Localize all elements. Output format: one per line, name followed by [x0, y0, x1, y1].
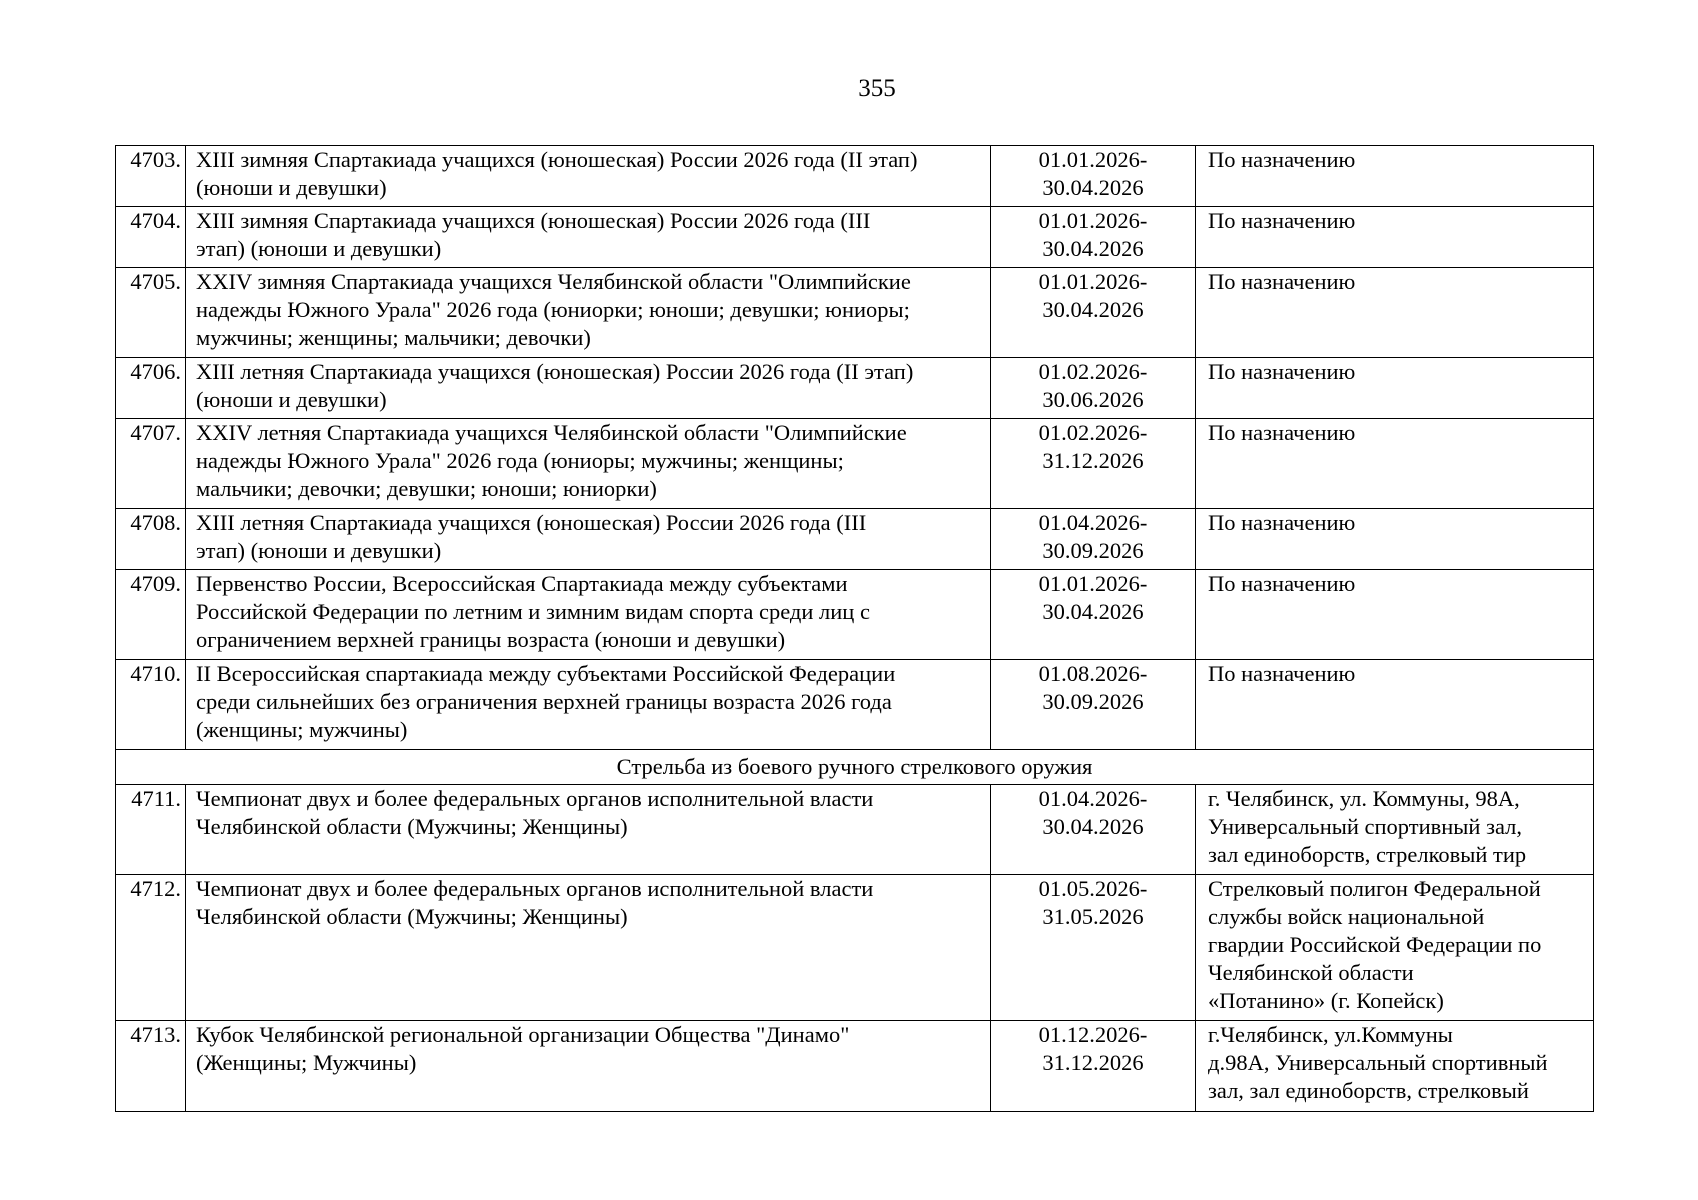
table-row: [116, 570, 1594, 660]
event-place: По назначению: [1196, 146, 1594, 207]
row-number: 4712.: [116, 875, 186, 1021]
event-name: XIII летняя Спартакиада учащихся (юношеская) России 2026 года (II этап) (юноши и девушки): [186, 358, 991, 419]
row-number: 4711.: [116, 785, 186, 875]
event-name: XXIV зимняя Спартакиада учащихся Челябинской области "Олимпийские надежды Южного Урала" 2026 года (юниорки; юноши; девушки; юниоры; мужчины; женщины; мальчики; девочки): [186, 268, 991, 358]
page-number: 355: [858, 75, 896, 102]
event-dates: 01.01.2026- 30.04.2026: [991, 207, 1196, 268]
row-number: 4708.: [116, 509, 186, 570]
event-place: По назначению: [1196, 358, 1594, 419]
event-dates: 01.12.2026- 31.12.2026: [991, 1021, 1196, 1112]
table-row: [116, 785, 1594, 875]
event-dates: 01.01.2026- 30.04.2026: [991, 268, 1196, 358]
row-number: 4713.: [116, 1021, 186, 1112]
table-row: [116, 358, 1594, 419]
event-dates: 01.08.2026- 30.09.2026: [991, 660, 1196, 750]
event-place: По назначению: [1196, 570, 1594, 660]
event-dates: 01.05.2026- 31.05.2026: [991, 875, 1196, 1021]
event-name: XXIV летняя Спартакиада учащихся Челябинской области "Олимпийские надежды Южного Урала" 2026 года (юниоры; мужчины; женщины; мальчики; девочки; девушки; юноши; юниорки): [186, 419, 991, 509]
event-place: Стрелковый полигон Федеральной службы войск национальной гвардии Российской Федерации по Челябинской области «Потанино» (г. Копейск): [1196, 875, 1594, 1021]
events-table: [115, 145, 1594, 1112]
row-number: 4704.: [116, 207, 186, 268]
table-row: [116, 207, 1594, 268]
event-place: По назначению: [1196, 660, 1594, 750]
section-title: Стрельба из боевого ручного стрелкового оружия: [116, 750, 1594, 785]
event-name: Кубок Челябинской региональной организации Общества "Динамо" (Женщины; Мужчины): [186, 1021, 991, 1112]
row-number: 4703.: [116, 146, 186, 207]
table-row: [116, 509, 1594, 570]
event-place: По назначению: [1196, 268, 1594, 358]
event-place: г. Челябинск, ул. Коммуны, 98А, Универсальный спортивный зал, зал единоборств, стрелковый тир: [1196, 785, 1594, 875]
event-name: Первенство России, Всероссийская Спартакиада между субъектами Российской Федерации по летним и зимним видам спорта среди лиц с ограничением верхней границы возраста (юноши и девушки): [186, 570, 991, 660]
event-name: XIII летняя Спартакиада учащихся (юношеская) России 2026 года (III этап) (юноши и девушки): [186, 509, 991, 570]
event-name: XIII зимняя Спартакиада учащихся (юношеская) России 2026 года (III этап) (юноши и девушки): [186, 207, 991, 268]
event-name: II Всероссийская спартакиада между субъектами Российской Федерации среди сильнейших без ограничения верхней границы возраста 2026 года (женщины; мужчины): [186, 660, 991, 750]
row-number: 4707.: [116, 419, 186, 509]
event-dates: 01.04.2026- 30.09.2026: [991, 509, 1196, 570]
event-place: По назначению: [1196, 509, 1594, 570]
table-row: [116, 146, 1594, 207]
event-name: Чемпионат двух и более федеральных органов исполнительной власти Челябинской области (Мужчины; Женщины): [186, 875, 991, 1021]
row-number: 4709.: [116, 570, 186, 660]
event-name: Чемпионат двух и более федеральных органов исполнительной власти Челябинской области (Мужчины; Женщины): [186, 785, 991, 875]
event-place: По назначению: [1196, 419, 1594, 509]
event-dates: 01.01.2026- 30.04.2026: [991, 146, 1196, 207]
table-row: [116, 268, 1594, 358]
row-number: 4705.: [116, 268, 186, 358]
row-number: 4710.: [116, 660, 186, 750]
table-row: [116, 419, 1594, 509]
event-place: г.Челябинск, ул.Коммуны д.98А, Универсальный спортивный зал, зал единоборств, стрелковый: [1196, 1021, 1594, 1112]
event-dates: 01.02.2026- 30.06.2026: [991, 358, 1196, 419]
event-name: XIII зимняя Спартакиада учащихся (юношеская) России 2026 года (II этап) (юноши и девушки): [186, 146, 991, 207]
table-row: [116, 1021, 1594, 1112]
table-row: [116, 660, 1594, 750]
event-dates: 01.04.2026- 30.04.2026: [991, 785, 1196, 875]
table-row: [116, 875, 1594, 1021]
section-header-row: [116, 750, 1594, 785]
row-number: 4706.: [116, 358, 186, 419]
event-dates: 01.01.2026- 30.04.2026: [991, 570, 1196, 660]
event-dates: 01.02.2026- 31.12.2026: [991, 419, 1196, 509]
event-place: По назначению: [1196, 207, 1594, 268]
